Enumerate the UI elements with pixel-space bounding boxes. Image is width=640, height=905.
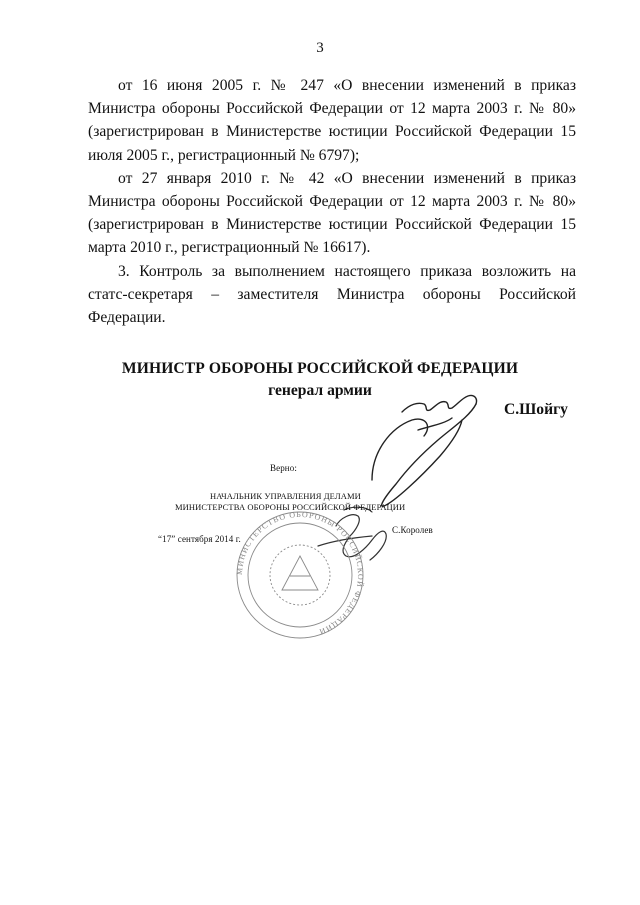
certification-verno: Верно: <box>270 463 297 473</box>
document-body <box>88 74 576 329</box>
stamp-ring-text: МИНИСТЕРСТВО ОБОРОНЫ РОССИЙСКОЙ ФЕДЕРАЦИИ <box>234 509 366 637</box>
paragraph-order-247: от 16 июня 2005 г. № 247 «О внесении изменений в приказ Министра обороны Российской Федерации от 12 марта 2003 г. № 80» (зарегистрирован в Министерстве юстиции Российской Федерации 15 июля 2005 г., регистрационный № 6797); <box>88 77 576 164</box>
signatory-title: МИНИСТР ОБОРОНЫ РОССИЙСКОЙ ФЕДЕРАЦИИ <box>121 360 519 377</box>
paragraph-control-clause: 3. Контроль за выполнением настоящего приказа возложить на статс-секретаря – заместителя Министра обороны Российской Федерации. <box>88 262 576 327</box>
signatory-name: С.Шойгу <box>504 401 568 418</box>
paragraph-order-42: от 27 января 2010 г. № 42 «О внесении изменений в приказ Министра обороны Российской Федерации от 12 марта 2003 г. № 80» (зарегистрирован в Министерстве юстиции Российской Федерации 15 марта 2010 г., регистрационный № 16617). <box>88 169 576 257</box>
page-number: 3 <box>316 40 324 56</box>
certification-position-line1: НАЧАЛЬНИК УПРАВЛЕНИЯ ДЕЛАМИ <box>210 491 361 501</box>
certification-date: “17” сентября 2014 г. <box>158 534 241 544</box>
minister-signature <box>372 395 477 506</box>
certification-position-line2: МИНИСТЕРСТВА ОБОРОНЫ РОССИЙСКОЙ ФЕДЕРАЦИИ <box>175 502 406 512</box>
official-stamp <box>234 509 366 638</box>
signatory-rank: генерал армии <box>268 382 372 399</box>
korolev-signature <box>318 507 386 560</box>
certification-name: С.Королев <box>392 525 433 535</box>
